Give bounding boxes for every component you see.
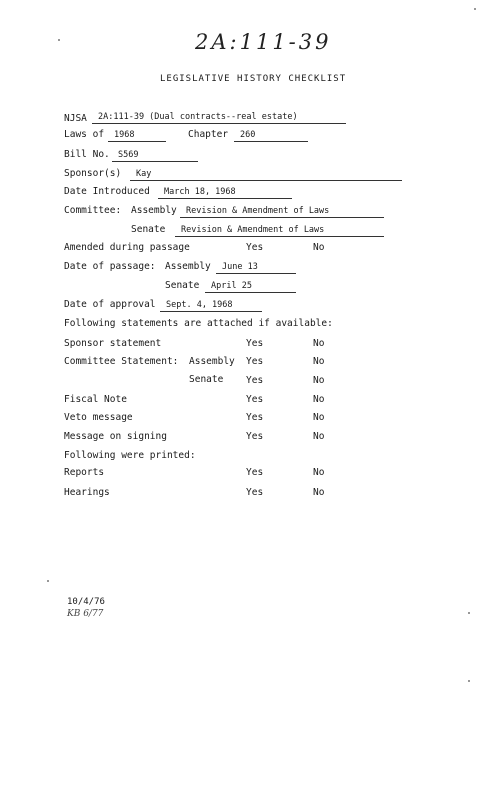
passage-senate-label: Senate — [165, 280, 200, 291]
reports-no: No — [313, 467, 325, 478]
amended-yes: Yes — [246, 242, 264, 253]
sponsors-value: Kay — [130, 169, 402, 181]
committee-assembly-value: Revision & Amendment of Laws — [180, 206, 384, 218]
scan-speck — [47, 580, 49, 582]
hearings-label: Hearings — [64, 487, 110, 498]
message-signing-yes: Yes — [246, 431, 264, 442]
hearings-yes: Yes — [246, 487, 264, 498]
sponsor-statement-label: Sponsor statement — [64, 338, 162, 349]
amended-label: Amended during passage — [64, 242, 190, 253]
njsa-label: NJSA — [64, 113, 87, 124]
committee-senate-value: Revision & Amendment of Laws — [175, 225, 384, 237]
chapter-value: 260 — [234, 130, 308, 142]
fiscal-note-yes: Yes — [246, 394, 264, 405]
message-signing-no: No — [313, 431, 325, 442]
sponsor-statement-yes: Yes — [246, 338, 264, 349]
chapter-label: Chapter — [188, 129, 229, 140]
cs-assembly-yes: Yes — [246, 356, 264, 367]
scan-speck — [474, 8, 476, 10]
passage-senate-value: April 25 — [205, 281, 296, 293]
scan-speck — [58, 39, 60, 41]
passage-assembly-value: June 13 — [216, 262, 296, 274]
cs-senate-no: No — [313, 375, 325, 386]
scan-speck — [468, 680, 470, 682]
committee-assembly-label: Assembly — [131, 205, 177, 216]
fiscal-note-label: Fiscal Note — [64, 394, 127, 405]
passage-assembly-label: Assembly — [165, 261, 211, 272]
njsa-value: 2A:111-39 (Dual contracts--real estate) — [92, 112, 346, 124]
handwritten-statute-number: 2A:111-39 — [195, 30, 332, 54]
footer-initials: KB 6/77 — [67, 609, 104, 619]
laws-of-value: 1968 — [108, 130, 166, 142]
veto-message-yes: Yes — [246, 412, 264, 423]
committee-statement-label: Committee Statement: — [64, 356, 179, 367]
cs-senate-yes: Yes — [246, 375, 264, 386]
reports-label: Reports — [64, 467, 105, 478]
hearings-no: No — [313, 487, 325, 498]
veto-message-label: Veto message — [64, 412, 133, 423]
sponsor-statement-no: No — [313, 338, 325, 349]
fiscal-note-no: No — [313, 394, 325, 405]
footer-date: 10/4/76 — [67, 597, 105, 607]
date-of-approval-value: Sept. 4, 1968 — [160, 300, 262, 312]
date-introduced-label: Date Introduced — [64, 186, 150, 197]
printed-heading: Following were printed: — [64, 450, 196, 461]
cs-assembly-label: Assembly — [189, 356, 235, 367]
message-signing-label: Message on signing — [64, 431, 167, 442]
attached-heading: Following statements are attached if available: — [64, 318, 333, 329]
committee-label: Committee: — [64, 205, 122, 216]
amended-no: No — [313, 242, 325, 253]
cs-assembly-no: No — [313, 356, 325, 367]
committee-senate-label: Senate — [131, 224, 166, 235]
date-of-approval-label: Date of approval — [64, 299, 156, 310]
laws-of-label: Laws of — [64, 129, 105, 140]
bill-no-label: Bill No. — [64, 149, 110, 160]
date-introduced-value: March 18, 1968 — [158, 187, 292, 199]
sponsors-label: Sponsor(s) — [64, 168, 122, 179]
page-title: LEGISLATIVE HISTORY CHECKLIST — [160, 74, 347, 84]
veto-message-no: No — [313, 412, 325, 423]
date-of-passage-label: Date of passage: — [64, 261, 156, 272]
bill-no-value: S569 — [112, 150, 198, 162]
reports-yes: Yes — [246, 467, 264, 478]
cs-senate-label: Senate — [189, 374, 224, 385]
scan-speck — [468, 612, 470, 614]
